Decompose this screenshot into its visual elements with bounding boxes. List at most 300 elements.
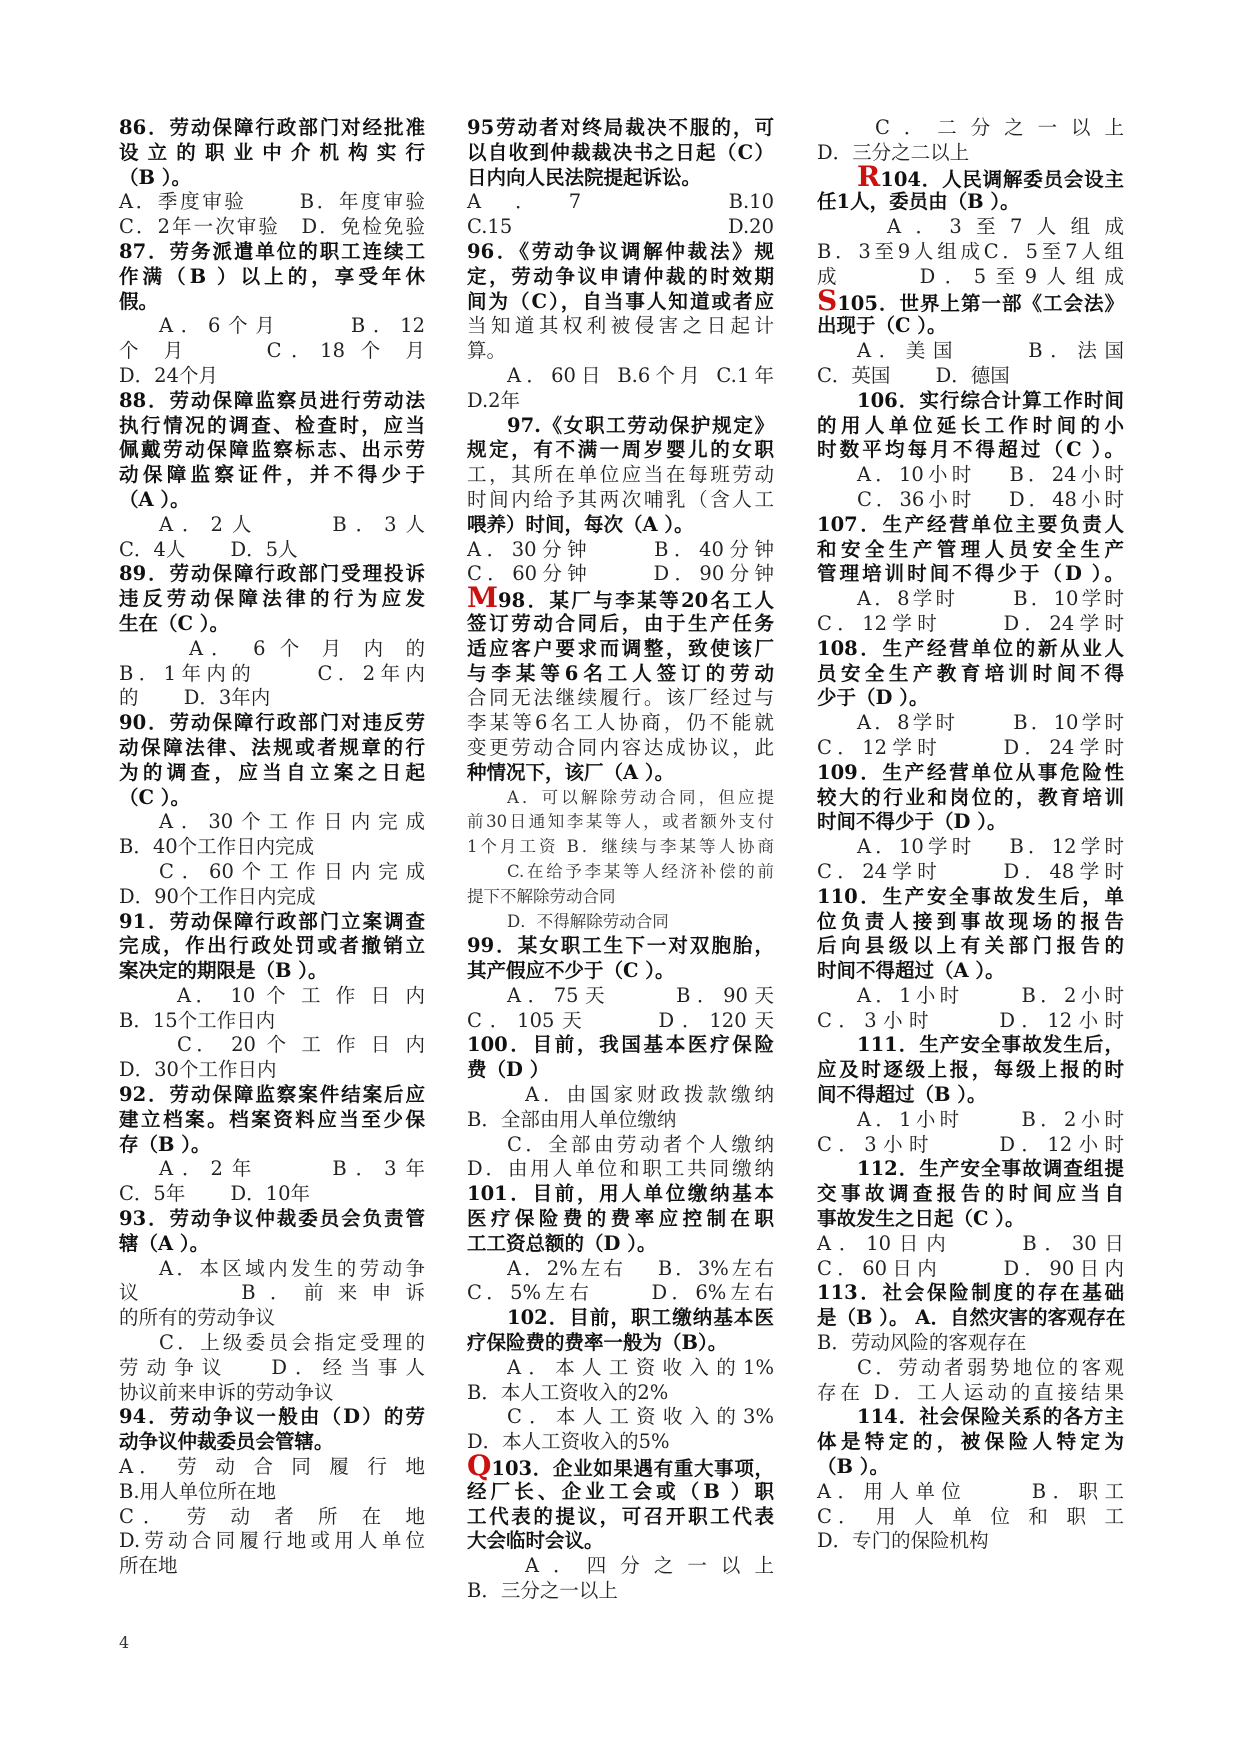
text-line: [119, 215, 425, 240]
line-text: （B ）。: [119, 165, 192, 189]
line-text: 执行情况的调查、检查时，应当: [119, 413, 425, 437]
text-line: [119, 637, 425, 662]
text-line: [467, 513, 774, 538]
line-text: D．90个工作日内完成: [119, 884, 316, 908]
text-line: [467, 1554, 774, 1579]
column-right: [817, 116, 1124, 1554]
text-line: [467, 686, 774, 711]
line-text: 佩戴劳动保障监察标志、出示劳: [119, 438, 425, 462]
line-text: 97.《女职工劳动保护规定》: [507, 413, 774, 437]
line-text: 签订劳动合同后，由于生产任务: [467, 611, 774, 635]
text-line: [817, 711, 1124, 736]
text-line: [817, 190, 1124, 215]
text-line: [119, 389, 425, 414]
text-line: [119, 1554, 425, 1579]
text-line: [119, 959, 425, 984]
line-text: 存在 D．工人运动的直接结果: [817, 1380, 1124, 1404]
text-line: [817, 1232, 1124, 1257]
line-text: A．30分钟 B．40分钟: [467, 537, 774, 561]
line-text: C．60日内 D．90日内: [817, 1256, 1124, 1280]
text-line: [119, 1257, 425, 1282]
text-line: [817, 959, 1124, 984]
text-line: [467, 711, 774, 736]
line-text: 疗保险费的费率一般为（B）。: [467, 1331, 728, 1355]
line-text: A．1小时 B．2小时: [857, 983, 1124, 1007]
line-text: A．本区域内发生的劳动争: [159, 1256, 425, 1280]
text-line: [119, 314, 425, 339]
text-line: [467, 463, 774, 488]
line-text: C． 用 人 单 位 和 职 工: [817, 1504, 1124, 1528]
text-line: [467, 1108, 774, 1133]
text-line: [817, 1083, 1124, 1108]
line-text: 所在地: [119, 1554, 178, 1578]
text-line: [817, 562, 1124, 587]
line-text: A．2%左右 B．3%左右: [507, 1256, 774, 1280]
line-text: 106．实行综合计算工作时间: [857, 388, 1124, 412]
line-text: B.用人单位所在地: [119, 1479, 277, 1503]
line-text: C．60分钟 D．90分钟: [467, 562, 774, 586]
text-line: [467, 1232, 774, 1257]
text-line: [119, 835, 425, 860]
text-line: [817, 414, 1124, 439]
line-text: 90．劳动保障行政部门对违反劳: [119, 711, 425, 735]
line-text: 的 D．3年内: [119, 686, 271, 710]
line-text: A．10小时 B．24小时: [857, 463, 1124, 487]
line-text: C．5%左右 D．6%左右: [467, 1281, 774, 1305]
text-line: [817, 265, 1124, 290]
text-line: [467, 786, 774, 811]
text-line: [467, 1381, 774, 1406]
line-text: 91．劳动保障行政部门立案调查: [119, 909, 425, 933]
line-text: 议 B．前来申诉: [119, 1281, 425, 1305]
line-text: D．30个工作日内: [119, 1058, 277, 1082]
line-text: A．8学时 B．10学时: [857, 587, 1124, 611]
line-text: 间为（C），自当事人知道或者应: [467, 289, 774, 313]
text-line: [119, 1381, 425, 1406]
text-line: [119, 1009, 425, 1034]
line-text: A．2年 B．3年: [159, 1157, 425, 1181]
text-line: [467, 934, 774, 959]
section-letter: Q: [467, 1449, 492, 1483]
line-text: 体是特定的，被保险人特定为: [817, 1430, 1124, 1454]
text-line: [119, 1207, 425, 1232]
text-line: [817, 1306, 1124, 1331]
line-text: A．四分之一以上: [525, 1554, 774, 1578]
line-text: 生在（C ）。: [119, 611, 230, 635]
text-line: [817, 1405, 1124, 1430]
text-line: [817, 1182, 1124, 1207]
text-line: [467, 1306, 774, 1331]
text-line: [817, 488, 1124, 513]
line-text: 间不得超过（B ）。: [817, 1083, 987, 1107]
line-text: A．美国 B．法国: [857, 339, 1124, 363]
line-text: 少于（D ）。: [817, 686, 929, 710]
line-text: 种情况下，该厂（A ）。: [467, 760, 675, 784]
text-line: [467, 1331, 774, 1356]
line-text: 前30日通知李某等人，或者额外支付: [467, 812, 774, 832]
line-text: 的所有的劳动争议: [119, 1306, 276, 1330]
text-line: [119, 1306, 425, 1331]
line-text: 的用人单位延长工作时间的小: [817, 413, 1124, 437]
line-text: 98．某厂与李某等20名工人: [498, 589, 774, 613]
text-line: [119, 240, 425, 265]
line-text: 其产假应不少于（C ）。: [467, 959, 675, 983]
line-text: C．3小时 D．12小时: [817, 1132, 1124, 1156]
line-text: 定，劳动争议申请仲裁的时效期: [467, 264, 774, 288]
text-line: [119, 934, 425, 959]
line-text: 工代表的提议，可召开职工代表: [467, 1504, 774, 1528]
text-line: [817, 389, 1124, 414]
text-line: [467, 1033, 774, 1058]
text-line: [467, 1133, 774, 1158]
text-line: [817, 1505, 1124, 1530]
text-line: [467, 1480, 774, 1505]
text-line: [119, 1505, 425, 1530]
text-line: [817, 240, 1124, 265]
line-text: 109．生产经营单位从事危险性: [817, 760, 1124, 784]
line-text: C．劳动者弱势地位的客观: [857, 1355, 1124, 1379]
line-text: 费（D ）: [467, 1058, 550, 1082]
text-line: [467, 1405, 774, 1430]
text-line: [467, 1009, 774, 1034]
text-line: [817, 538, 1124, 563]
line-text: C．12学时 D．24学时: [817, 611, 1124, 635]
line-text: D.2年: [467, 388, 521, 412]
text-line: [119, 1529, 425, 1554]
text-line: [119, 587, 425, 612]
text-line: [467, 1505, 774, 1530]
text-line: [119, 711, 425, 736]
line-text: 建立档案。档案资料应当至少保: [119, 1107, 425, 1131]
line-text: 员安全生产教育培训时间不得: [817, 661, 1124, 685]
text-line: [467, 166, 774, 191]
line-text: 1个月工资 B．继续与李某等人协商: [467, 837, 774, 857]
text-line: [119, 1232, 425, 1257]
text-line: [467, 637, 774, 662]
line-text: 103．企业如果遇有重大事项，: [491, 1457, 774, 1481]
text-line: [817, 1033, 1124, 1058]
text-line: [467, 364, 774, 389]
line-text: 87．劳务派遣单位的职工连续工: [119, 239, 425, 263]
line-text: C． 劳 动 者 所 在 地: [119, 1504, 425, 1528]
text-line: [817, 314, 1124, 339]
line-text: 算。: [467, 339, 507, 363]
text-line: [119, 885, 425, 910]
line-text: B．15个工作日内: [119, 1008, 276, 1032]
line-text: 提下不解除劳动合同: [467, 886, 616, 906]
text-line: [817, 637, 1124, 662]
line-text: C．2年一次审验 D．免检免验: [119, 215, 425, 239]
line-text: 日内向人民法院提起诉讼。: [467, 165, 702, 189]
text-line: [467, 190, 774, 215]
line-text: A．10日内 B．30日: [817, 1231, 1124, 1255]
text-line: [817, 1480, 1124, 1505]
text-line: [467, 736, 774, 761]
text-line: [119, 339, 425, 364]
text-line: [119, 1157, 425, 1182]
text-line: [119, 810, 425, 835]
line-text: 交事故调查报告的时间应当自: [817, 1182, 1124, 1206]
text-line: [467, 562, 774, 587]
text-line: [119, 761, 425, 786]
line-text: B．全部由用人单位缴纳: [467, 1107, 677, 1131]
text-line: [817, 463, 1124, 488]
line-text: 95劳动者对终局裁决不服的，可: [467, 116, 774, 139]
text-line: [467, 265, 774, 290]
text-line: [817, 860, 1124, 885]
line-text: 86．劳动保障行政部门对经批准: [119, 116, 425, 139]
line-text: A．7 B.10: [467, 190, 774, 214]
line-text: C．105天 D．120天: [467, 1008, 774, 1032]
line-text: 作满（B ）以上的，享受年休: [119, 264, 425, 288]
line-text: 107．生产经营单位主要负责人: [817, 512, 1124, 536]
line-text: 较大的行业和岗位的，教育培训: [817, 785, 1124, 809]
text-line: [817, 910, 1124, 935]
text-line: [467, 215, 774, 240]
line-text: 动保障法律、法规或者规章的行: [119, 735, 425, 759]
section-letter: M: [467, 581, 498, 615]
line-text: 违反劳动保障法律的行为应发: [119, 587, 425, 611]
text-line: [119, 910, 425, 935]
text-line: [119, 1430, 425, 1455]
text-line: [817, 1157, 1124, 1182]
text-line: [467, 1182, 774, 1207]
text-line: [467, 581, 774, 615]
line-text: 100．目前，我国基本医疗保险: [467, 1033, 774, 1057]
line-text: B．3至9人组成C．5至7人组: [817, 239, 1124, 263]
text-line: [817, 1331, 1124, 1356]
text-line: [817, 934, 1124, 959]
text-line: [119, 166, 425, 191]
text-line: [817, 1009, 1124, 1034]
line-text: 113．社会保险制度的存在基础: [817, 1281, 1124, 1305]
text-line: [467, 314, 774, 339]
text-line: [817, 686, 1124, 711]
line-text: 经厂长、企业工会或（B ）职: [467, 1479, 774, 1503]
line-text: 101．目前，用人单位缴纳基本: [467, 1182, 774, 1206]
text-line: [817, 1207, 1124, 1232]
text-line: [817, 283, 1124, 317]
text-line: [467, 1058, 774, 1083]
text-line: [467, 1157, 774, 1182]
text-line: [119, 562, 425, 587]
text-line: [119, 265, 425, 290]
text-line: [467, 1430, 774, 1455]
line-text: C．3小时 D．12小时: [817, 1008, 1124, 1032]
line-text: 88．劳动保障监察员进行劳动法: [119, 388, 425, 412]
line-text: 动争议仲裁委员会管辖。: [119, 1430, 334, 1454]
line-text: A．由国家财政拨款缴纳: [525, 1083, 774, 1107]
line-text: A．30个工作日内完成: [159, 810, 425, 834]
text-line: [467, 290, 774, 315]
line-text: B．40个工作日内完成: [119, 835, 315, 859]
text-line: [817, 364, 1124, 389]
line-text: A．2人 B．3人: [159, 512, 425, 536]
line-text: C.在给予李某等人经济补偿的前: [507, 861, 774, 881]
text-line: [467, 860, 774, 885]
line-text: B．三分之一以上: [467, 1579, 618, 1603]
line-text: A．8学时 B．10学时: [857, 711, 1124, 735]
line-text: 动保障监察证件，并不得少于: [119, 463, 425, 487]
text-line: [817, 1257, 1124, 1282]
line-text: 存（B ）。: [119, 1132, 211, 1156]
line-text: C．二分之一以上: [875, 116, 1124, 139]
text-line: [817, 1529, 1124, 1554]
text-line: [119, 1356, 425, 1381]
text-line: [119, 116, 425, 141]
line-text: 位负责人接到事故现场的报告: [817, 909, 1124, 933]
text-line: [817, 513, 1124, 538]
line-text: 适应客户要求而调整，致使该厂: [467, 636, 774, 660]
page-number: 4: [119, 1633, 130, 1652]
text-line: [119, 190, 425, 215]
line-text: C． 20 个 工 作 日 内: [177, 1033, 425, 1057]
text-line: [467, 339, 774, 364]
text-line: [817, 984, 1124, 1009]
line-text: C．本人工资收入的3%: [507, 1405, 774, 1429]
line-text: 96．《劳动争议调解仲裁法》规: [467, 239, 774, 263]
text-line: [467, 414, 774, 439]
text-line: [119, 1058, 425, 1083]
text-line: [467, 389, 774, 414]
text-line: [467, 438, 774, 463]
text-line: [119, 1182, 425, 1207]
text-line: [467, 1207, 774, 1232]
line-text: A． 6 个 月 内 的: [189, 636, 425, 660]
line-text: 后向县级以上有关部门报告的: [817, 934, 1124, 958]
line-text: 和安全生产管理人员安全生产: [817, 537, 1124, 561]
text-line: [119, 1405, 425, 1430]
line-text: A． 10 个 工 作 日 内: [177, 983, 425, 1007]
text-line: [119, 1108, 425, 1133]
text-line: [467, 538, 774, 563]
line-text: （A ）。: [119, 487, 190, 511]
text-line: [119, 488, 425, 513]
line-text: 辖（A ）。: [119, 1231, 210, 1255]
text-line: [119, 686, 425, 711]
text-line: [817, 116, 1124, 141]
line-text: C.15 D.20: [467, 215, 774, 239]
text-line: [817, 1281, 1124, 1306]
line-text: 111．生产安全事故发生后，: [857, 1033, 1124, 1057]
line-text: 工工资总额的（D ）。: [467, 1231, 657, 1255]
line-text: 93．劳动争议仲裁委员会负责管: [119, 1207, 425, 1231]
line-text: 104．人民调解委员会设主: [880, 167, 1124, 191]
line-text: A．60日 B.6个月 C.1年: [507, 363, 774, 387]
line-text: A．本人工资收入的1%: [507, 1355, 774, 1379]
text-line: [817, 1430, 1124, 1455]
text-line: [119, 1133, 425, 1158]
line-text: 110．生产安全事故发生后，单: [817, 884, 1124, 908]
text-line: [817, 1133, 1124, 1158]
line-text: C．5年 D．10年: [119, 1182, 310, 1206]
line-text: 规定，有不满一周岁婴儿的女职: [467, 438, 774, 462]
text-line: [119, 1455, 425, 1480]
text-line: [467, 141, 774, 166]
text-line: [467, 1529, 774, 1554]
text-line: [817, 438, 1124, 463]
line-text: D．不得解除劳动合同: [507, 911, 669, 931]
line-text: D.劳动合同履行地或用人单位: [119, 1529, 425, 1553]
text-line: [119, 786, 425, 811]
line-text: 成 D．5至9人组成: [817, 264, 1124, 288]
column-left: [119, 116, 425, 1579]
text-line: [817, 159, 1124, 193]
line-text: C．全部由劳动者个人缴纳: [507, 1132, 774, 1156]
line-text: 管理培训时间不得少于（D ）。: [817, 562, 1124, 586]
text-line: [467, 1356, 774, 1381]
text-line: [467, 761, 774, 786]
text-line: [119, 538, 425, 563]
text-line: [119, 860, 425, 885]
line-text: 时数平均每月不得超过（C ）。: [817, 438, 1124, 462]
line-text: 以自收到仲裁裁决书之日起（C）: [467, 140, 774, 164]
text-line: [817, 810, 1124, 835]
line-text: B．劳动风险的客观存在: [817, 1331, 1027, 1355]
line-text: A．用人单位 B．职工: [817, 1479, 1124, 1503]
line-text: 个 月 C．18 个 月: [119, 339, 425, 363]
text-line: [119, 612, 425, 637]
text-line: [119, 414, 425, 439]
text-line: [119, 1281, 425, 1306]
line-text: 时间内给予其两次哺乳（含人工: [467, 487, 774, 511]
line-text: 设立的职业中介机构实行: [119, 140, 425, 164]
line-text: 当知道其权利被侵害之日起计: [467, 314, 774, 338]
text-line: [817, 587, 1124, 612]
text-line: [119, 463, 425, 488]
text-line: [467, 1083, 774, 1108]
text-line: [467, 240, 774, 265]
line-text: 89．劳动保障行政部门受理投诉: [119, 562, 425, 586]
line-text: 完成，作出行政处罚或者撤销立: [119, 934, 425, 958]
line-text: 为的调查，应当自立案之日起: [119, 760, 425, 784]
text-line: [119, 513, 425, 538]
text-line: [119, 1331, 425, 1356]
text-line: [119, 1083, 425, 1108]
line-text: C．24学时 D．48学时: [817, 859, 1124, 883]
line-text: 应及时逐级上报，每级上报的时: [817, 1058, 1124, 1082]
line-text: 时间不得少于（D ）。: [817, 810, 1007, 834]
line-text: 105．世界上第一部《工会法》: [837, 291, 1124, 315]
line-text: D．24个月: [119, 363, 218, 387]
line-text: 112．生产安全事故调查组提: [857, 1157, 1124, 1181]
line-text: 114．社会保险关系的各方主: [857, 1405, 1124, 1429]
text-line: [817, 1108, 1124, 1133]
text-line: [817, 885, 1124, 910]
text-line: [119, 1033, 425, 1058]
line-text: C．36小时 D．48小时: [857, 487, 1124, 511]
text-line: [817, 736, 1124, 761]
text-line: [817, 1356, 1124, 1381]
line-text: D．三分之二以上: [817, 140, 970, 164]
line-text: 事故发生之日起（C ）。: [817, 1207, 1025, 1231]
line-text: 劳动争议 D．经当事人: [119, 1355, 425, 1379]
text-line: [119, 662, 425, 687]
text-line: [817, 1381, 1124, 1406]
text-line: [467, 488, 774, 513]
line-text: 合同无法继续履行。该厂经过与: [467, 686, 774, 710]
text-line: [119, 364, 425, 389]
line-text: （C ）。: [119, 785, 191, 809]
section-letter: R: [857, 159, 881, 193]
line-text: A．3至7人组成: [887, 215, 1124, 239]
line-text: 108．生产经营单位的新从业人: [817, 636, 1124, 660]
text-line: [467, 1257, 774, 1282]
line-text: 是（B ）。 A．自然灾害的客观存在: [817, 1306, 1126, 1330]
line-text: 与李某等6名工人签订的劳动: [467, 661, 774, 685]
line-text: D．由用人单位和职工共同缴纳: [467, 1157, 774, 1181]
line-text: 假。: [119, 289, 159, 313]
